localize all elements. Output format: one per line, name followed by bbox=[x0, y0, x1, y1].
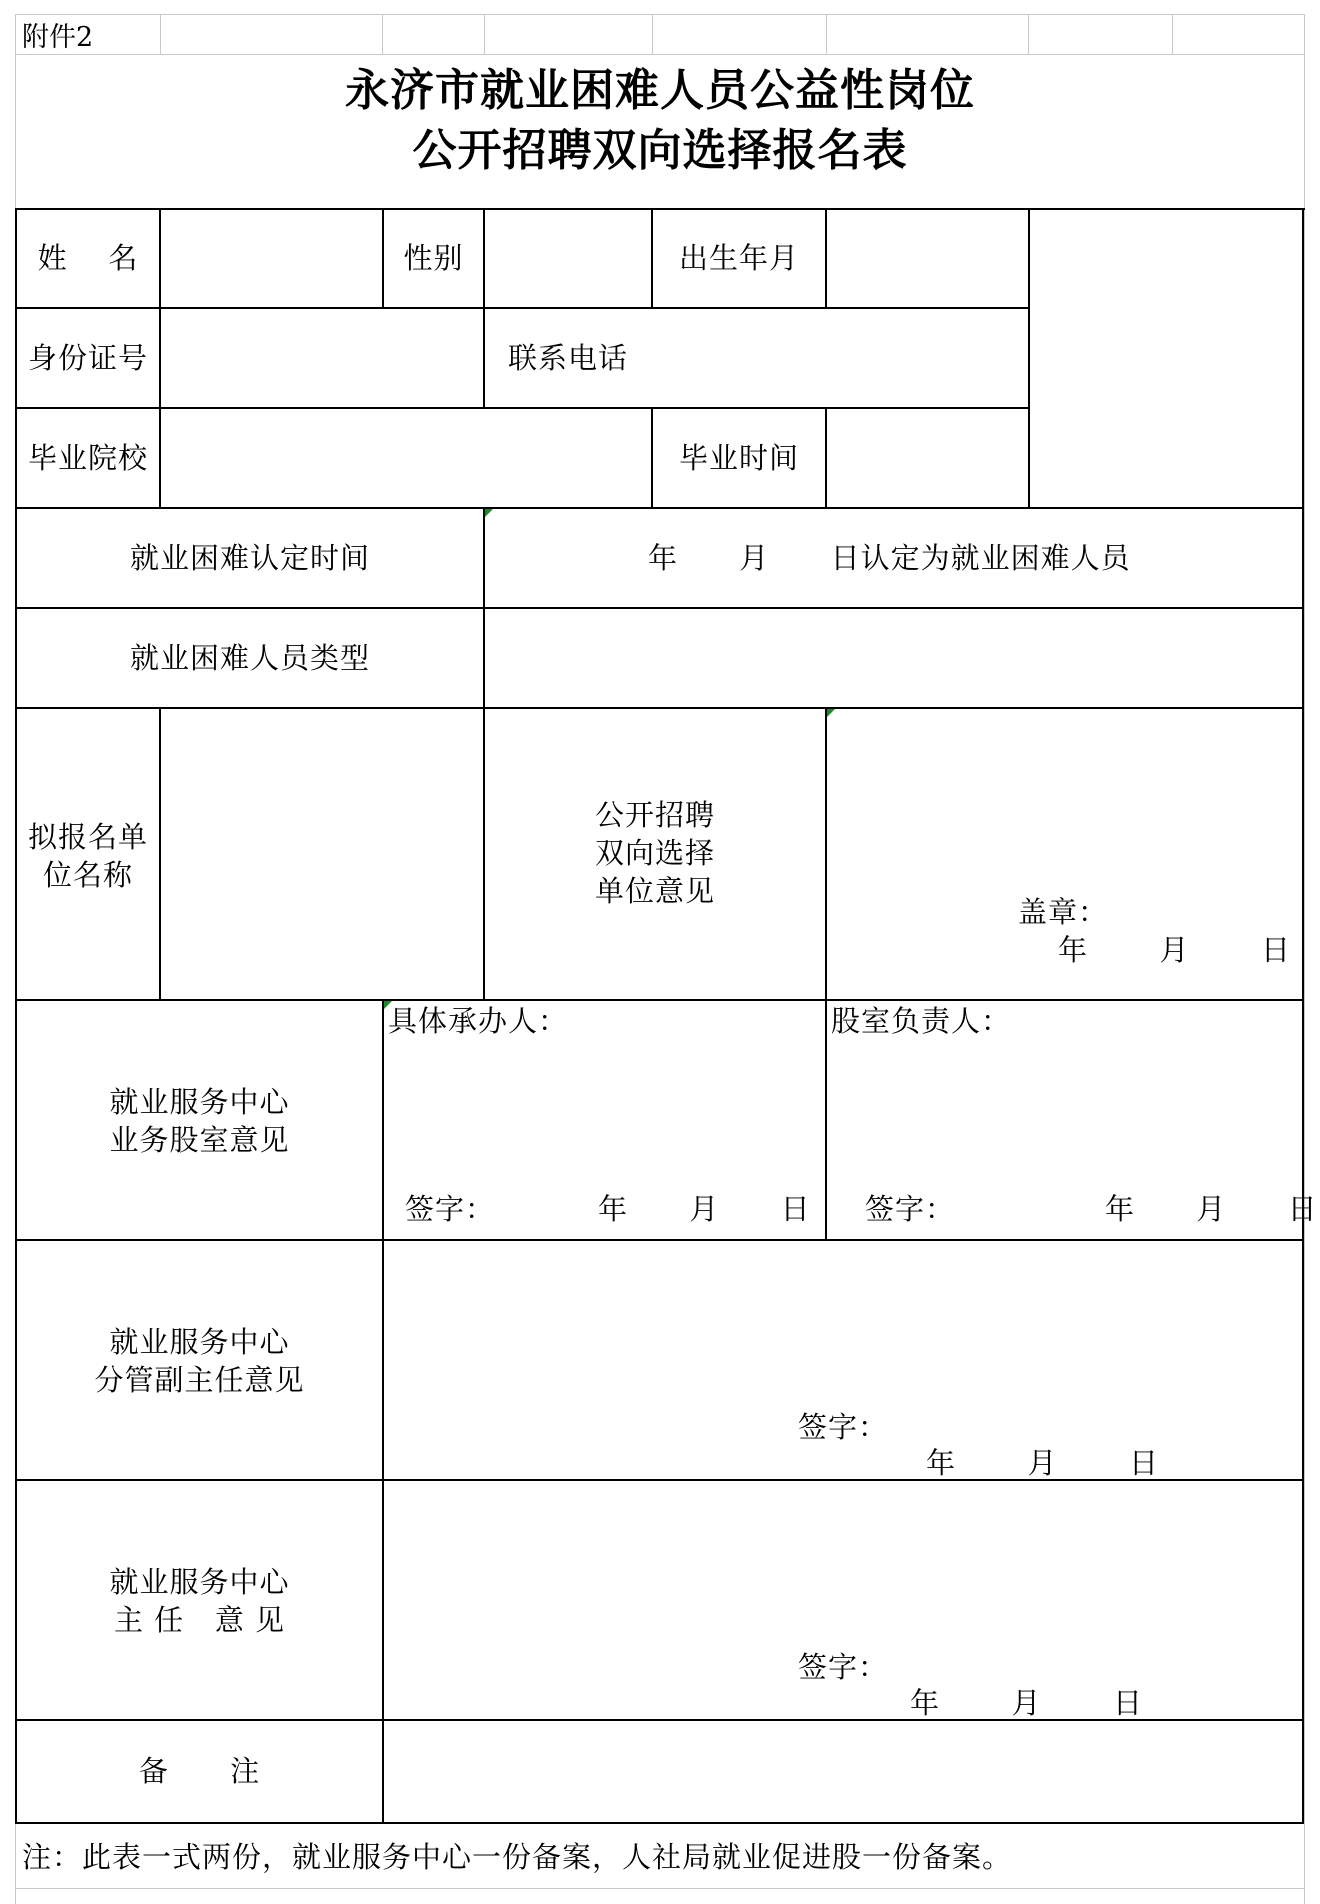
col-line bbox=[159, 208, 161, 508]
section-head-label: 股室负责人： bbox=[831, 1004, 1012, 1038]
form-title-line2: 公开招聘双向选择报名表 bbox=[412, 125, 908, 176]
dept-date-2: 年 月 日 bbox=[1105, 1192, 1318, 1226]
photo-cell[interactable] bbox=[1030, 210, 1302, 508]
label-phone: 联系电话 bbox=[507, 341, 628, 375]
label-unit-opinion-3: 单位意见 bbox=[594, 874, 715, 908]
footnote: 注：此表一式两份，就业服务中心一份备案，人社局就业促进股一份备案。 bbox=[22, 1840, 1013, 1874]
gridline bbox=[382, 14, 383, 54]
cell-marker bbox=[827, 709, 835, 717]
label-deputy-opinion-2: 分管副主任意见 bbox=[94, 1363, 305, 1397]
col-line bbox=[483, 208, 485, 408]
label-difficulty-date: 就业困难认定时间 bbox=[129, 541, 370, 575]
label-unit-opinion-1: 公开招聘 bbox=[594, 798, 715, 832]
dept-sign-2: 签字： bbox=[865, 1192, 956, 1226]
label-difficulty-type: 就业困难人员类型 bbox=[129, 641, 370, 675]
row-line bbox=[15, 1239, 1304, 1241]
col-line bbox=[483, 507, 485, 708]
label-director-opinion-2: 主 任 意 见 bbox=[113, 1603, 286, 1637]
row-line bbox=[15, 607, 1304, 609]
col-line bbox=[825, 407, 827, 508]
director-sign: 签字： bbox=[798, 1650, 889, 1684]
col-line bbox=[825, 707, 827, 1240]
gridline bbox=[15, 1888, 1305, 1889]
dept-sign-1: 签字： bbox=[405, 1192, 496, 1226]
deputy-sign: 签字： bbox=[798, 1410, 889, 1444]
col-line bbox=[825, 208, 827, 308]
gridline bbox=[826, 14, 827, 54]
seal-date: 年 月 日 bbox=[1058, 933, 1292, 967]
dept-date-1: 年 月 日 bbox=[598, 1192, 811, 1226]
table-border bbox=[15, 1822, 1304, 1824]
gridline bbox=[15, 54, 1305, 55]
label-remarks: 备 注 bbox=[138, 1754, 261, 1788]
label-deputy-opinion-1: 就业服务中心 bbox=[109, 1325, 290, 1359]
row-line bbox=[15, 707, 1304, 709]
label-gender: 性别 bbox=[403, 241, 464, 275]
label-dept-opinion-2: 业务股室意见 bbox=[109, 1123, 290, 1157]
attachment-label: 附件2 bbox=[22, 22, 94, 53]
label-birth: 出生年月 bbox=[678, 241, 799, 275]
label-dept-opinion-1: 就业服务中心 bbox=[109, 1085, 290, 1119]
row-line bbox=[15, 307, 1030, 309]
seal-label: 盖章： bbox=[1018, 895, 1109, 929]
cell-marker bbox=[485, 509, 493, 517]
row-line bbox=[15, 407, 1030, 409]
label-name: 姓 名 bbox=[37, 241, 139, 275]
gridline bbox=[652, 14, 653, 54]
gridline bbox=[1304, 14, 1305, 1904]
handler-label: 具体承办人： bbox=[388, 1004, 569, 1038]
row-line bbox=[15, 999, 1304, 1001]
gridline bbox=[484, 14, 485, 54]
label-apply-unit-2: 位名称 bbox=[42, 858, 133, 892]
label-director-opinion-1: 就业服务中心 bbox=[109, 1565, 290, 1599]
label-school: 毕业院校 bbox=[27, 441, 148, 475]
col-line bbox=[382, 999, 384, 1823]
gridline bbox=[160, 14, 161, 54]
deputy-date: 年 月 日 bbox=[926, 1446, 1160, 1480]
gridline bbox=[1028, 14, 1029, 54]
label-unit-opinion-2: 双向选择 bbox=[594, 836, 715, 870]
gridline bbox=[1172, 14, 1173, 54]
form-title-line1: 永济市就业困难人员公益性岗位 bbox=[345, 65, 975, 116]
label-id-number: 身份证号 bbox=[27, 341, 148, 375]
difficulty-date-value: 年 月 日认定为就业困难人员 bbox=[648, 541, 1131, 575]
gridline bbox=[15, 14, 1305, 15]
label-grad-time: 毕业时间 bbox=[678, 441, 799, 475]
table-border bbox=[1302, 208, 1304, 1824]
col-line bbox=[159, 707, 161, 1000]
director-date: 年 月 日 bbox=[910, 1686, 1144, 1720]
label-apply-unit-1: 拟报名单 bbox=[27, 820, 148, 854]
